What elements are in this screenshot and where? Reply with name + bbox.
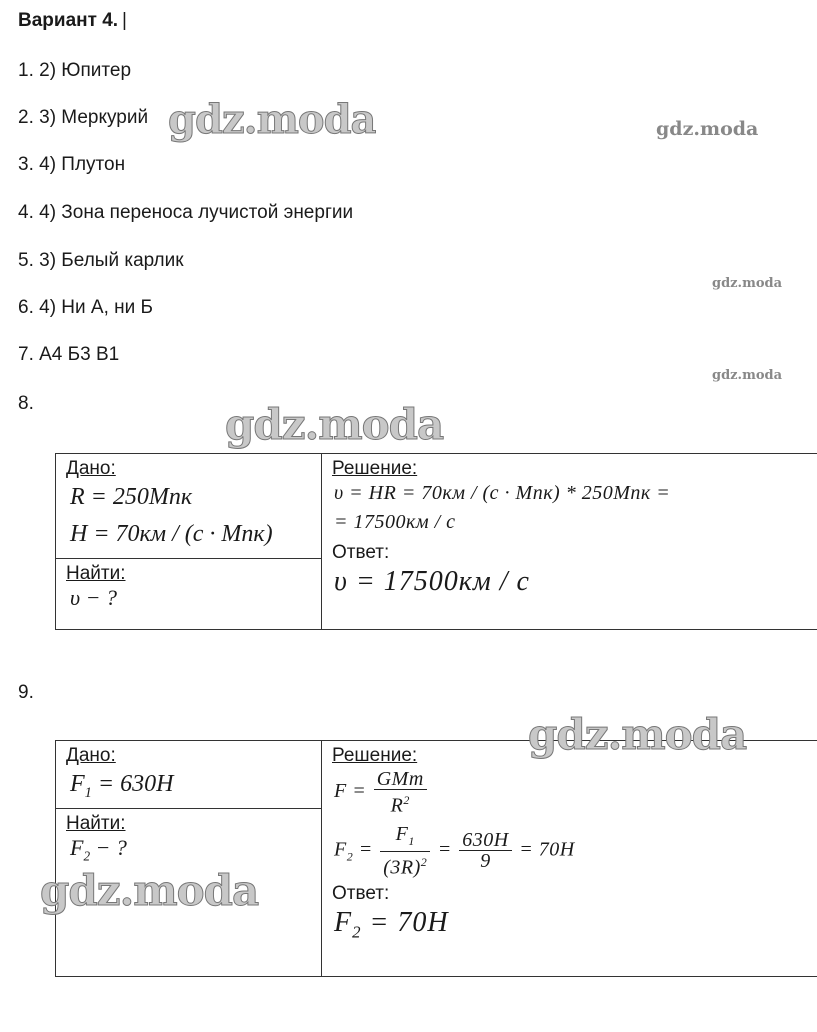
task8-given-cell (56, 454, 322, 559)
answer-7: 7. А4 Б3 В1 (18, 344, 120, 365)
task9-number: 9. (18, 682, 34, 703)
task8-table (55, 453, 817, 630)
task8-answer: υ = 17500км / с (334, 566, 530, 597)
task9-table (55, 740, 817, 977)
watermark: gdz.moda (40, 866, 259, 915)
task9-find: $F_2$ − ? (70, 835, 127, 864)
task8-find-cell (56, 559, 322, 630)
task9-given-cell (56, 741, 322, 809)
task9-find-label: Найти: (66, 813, 126, 834)
answer-6: 6. 4) Ни А, ни Б (18, 297, 153, 318)
watermark: gdz.moda (712, 368, 783, 383)
answer-3: 3. 4) Плутон (18, 154, 126, 175)
watermark: gdz.moda (656, 118, 759, 140)
task9-given-f1: $F_1 = 630H$ (70, 771, 174, 801)
task9-solution-cell (322, 741, 817, 977)
answer-2: 2. 3) Меркурий (18, 107, 149, 128)
task8-answer-label: Ответ: (332, 542, 390, 563)
task8-find-label: Найти: (66, 563, 126, 584)
task9-answer-label: Ответ: (332, 883, 390, 905)
task8-given-h: H = 70км / (с · Мпк) (70, 521, 273, 547)
answer-4: 4. 4) Зона переноса лучистой энергии (18, 202, 354, 223)
watermark: gdz.moda (225, 400, 444, 449)
task8-solution-line-2: = 17500км / с (334, 511, 456, 533)
title-mark: | (122, 10, 127, 31)
task9-answer: $F_2 = 70H$ (334, 907, 449, 942)
task9-step-fraction-2: $\frac{630H}{9}$ (459, 830, 511, 871)
task9-formula: F = $\frac{\text{GMm}}{R^2}$ (334, 769, 817, 816)
task8-given-r: R = 250Мпк (70, 484, 193, 510)
watermark: gdz.moda (712, 276, 783, 291)
task9-step-fraction-1: $\frac{F_1}{(3R)^2}$ (380, 824, 430, 878)
watermark: gdz.moda (528, 710, 747, 759)
task8-given-label: Дано: (66, 458, 116, 479)
task9-step: $F_2$ = $\frac{F_1}{(3R)^2}$ = $\frac{630H}{9}$ = 70H (334, 822, 575, 879)
task8-solution-label: Решение: (332, 458, 418, 479)
task8-solution-line-1: υ = HR = 70км / (с · Мпк) * 250Мпк = (334, 482, 671, 504)
task8-solution-cell (322, 454, 817, 630)
task8-find: υ − ? (70, 585, 117, 610)
task9-solution-label: Решение: (332, 745, 418, 766)
task8-number: 8. (18, 393, 34, 414)
task9-given-label: Дано: (66, 745, 116, 766)
answer-5: 5. 3) Белый карлик (18, 250, 184, 271)
watermark: gdz.moda (168, 96, 376, 143)
answer-1: 1. 2) Юпитер (18, 60, 132, 81)
page-title: Вариант 4. | (18, 10, 127, 31)
task9-formula-fraction: $\frac{\text{GMm}}{R^2}$ (374, 769, 427, 816)
